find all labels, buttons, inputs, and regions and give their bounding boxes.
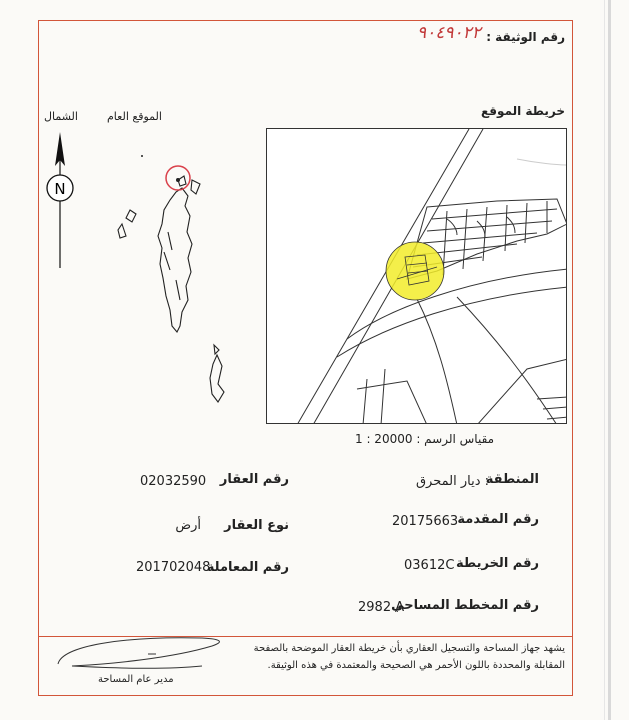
site-map <box>266 128 567 424</box>
north-arrow-icon <box>44 128 76 268</box>
signature-mark <box>52 630 232 674</box>
property-type-value: أرض <box>175 518 201 533</box>
general-location-map <box>92 140 262 410</box>
doc-number-label: رقم الوثيقة : <box>486 30 565 44</box>
scale-value: 1 : 20000 <box>355 432 413 446</box>
request-no-value: 20175663 <box>392 514 459 529</box>
survey-plan-value: 2982 A <box>358 600 405 615</box>
north-letter: N <box>54 180 66 198</box>
certification-text: يشهد جهاز المساحة والتسجيل العقاري بأن خريطة العقار الموضحة بالصفحة المقابلة والمحددة باللون الأحمر هي الصحيحة والمعتمدة في هذه الوثيقة. <box>253 643 565 671</box>
property-no-value: 02032590 <box>140 474 207 489</box>
transaction-no-value: 201702048 <box>136 560 211 575</box>
scan-edge <box>608 0 611 720</box>
request-no-label: رقم المقدمة <box>457 512 539 527</box>
property-no-label: رقم العقار <box>219 472 289 487</box>
property-type-label: نوع العقار <box>224 518 289 533</box>
north-label: الشمال <box>44 110 78 123</box>
scan-edge-line <box>604 0 605 720</box>
scale-label: مقياس الرسم : <box>416 432 495 446</box>
site-map-title: خريطة الموقع <box>480 104 565 118</box>
survey-plan-label: رقم المخطط المساحي <box>391 598 539 613</box>
site-map-drawing <box>267 129 567 424</box>
area-value: : ديار المحرق <box>415 474 489 489</box>
signatory-title: مدير عام المساحة <box>98 674 174 685</box>
property-highlight <box>386 242 444 300</box>
scale-row <box>355 432 494 446</box>
doc-number-value: ٩٠٤٩٠٢٢ <box>417 23 481 43</box>
map-no-value: 03612C <box>404 558 455 573</box>
transaction-no-label: رقم المعاملة <box>206 560 289 575</box>
area-label: المنطقة <box>485 472 539 487</box>
general-location-title: الموقع العام <box>107 110 162 123</box>
map-no-label: رقم الخريطة <box>456 556 539 571</box>
